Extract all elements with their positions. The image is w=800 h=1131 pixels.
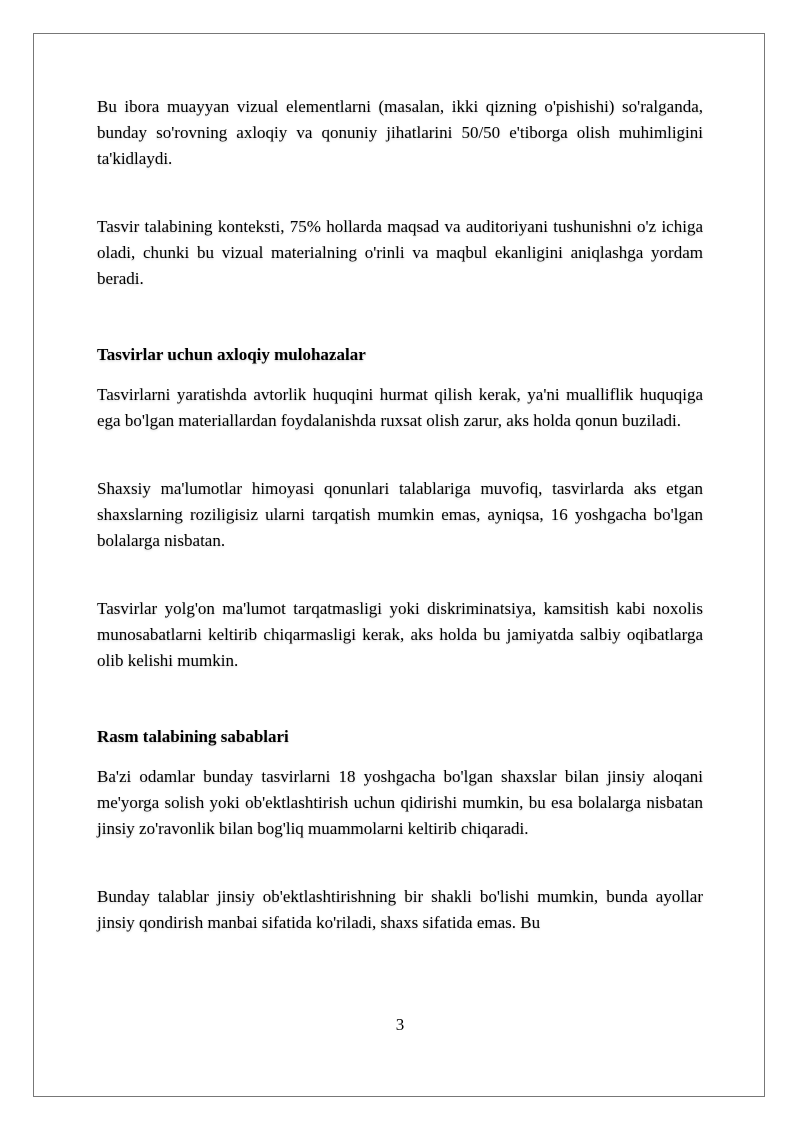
paragraph-ethics-1: Tasvirlarni yaratishda avtorlik huquqini hurmat qilish kerak, ya'ni mualliflik huquqiga ega bo'lgan materiallardan foydalanishda ruxsat olish zarur, aks holda qonun buziladi. — [97, 385, 703, 430]
document-body — [97, 94, 703, 936]
paragraph-ethics-3: Tasvirlar yolg'on ma'lumot tarqatmasligi yoki diskriminatsiya, kamsitish kabi noxolis munosabatlarni keltirib chiqarmasligi kerak, aks holda bu jamiyatda salbiy oqibatlarga olib kelishi mumkin. — [97, 599, 703, 670]
paragraph-intro-1: Bu ibora muayyan vizual elementlarni (masalan, ikki qizning o'pishishi) so'ralganda, bunday so'rovning axloqiy va qonuniy jihatlarini 50/50 e'tiborga olish muhimligini ta'kidlaydi. — [97, 97, 703, 168]
paragraph-reasons-2: Bunday talablar jinsiy ob'ektlashtirishning bir shakli bo'lishi mumkin, bunda ayollar jinsiy qondirish manbai sifatida ko'riladi, shaxs sifatida emas. Bu — [97, 887, 703, 932]
paragraph-ethics-2: Shaxsiy ma'lumotlar himoyasi qonunlari talablariga muvofiq, tasvirlarda aks etgan shaxslarning roziligisiz ularni tarqatish mumkin emas, ayniqsa, 16 yoshgacha bo'lgan bolalarga nisbatan. — [97, 479, 703, 550]
section-heading-reasons: Rasm talabining sabablari — [97, 727, 289, 746]
section-heading-ethics: Tasvirlar uchun axloqiy mulohazalar — [97, 345, 366, 364]
page-number: 3 — [395, 1015, 405, 1034]
paragraph-reasons-1: Ba'zi odamlar bunday tasvirlarni 18 yoshgacha bo'lgan shaxslar bilan jinsiy aloqani me'yorga solish yoki ob'ektlashtirish uchun qidirishi mumkin, bu esa bolalarga nisbatan jinsiy zo'ravonlik bilan bog'liq muammolarni keltirib chiqaradi. — [97, 767, 703, 838]
paragraph-intro-2: Tasvir talabining konteksti, 75% hollarda maqsad va auditoriyani tushunishni o'z ichiga oladi, chunki bu vizual materialning o'rinli va maqbul ekanligini aniqlashga yordam beradi. — [97, 217, 703, 288]
